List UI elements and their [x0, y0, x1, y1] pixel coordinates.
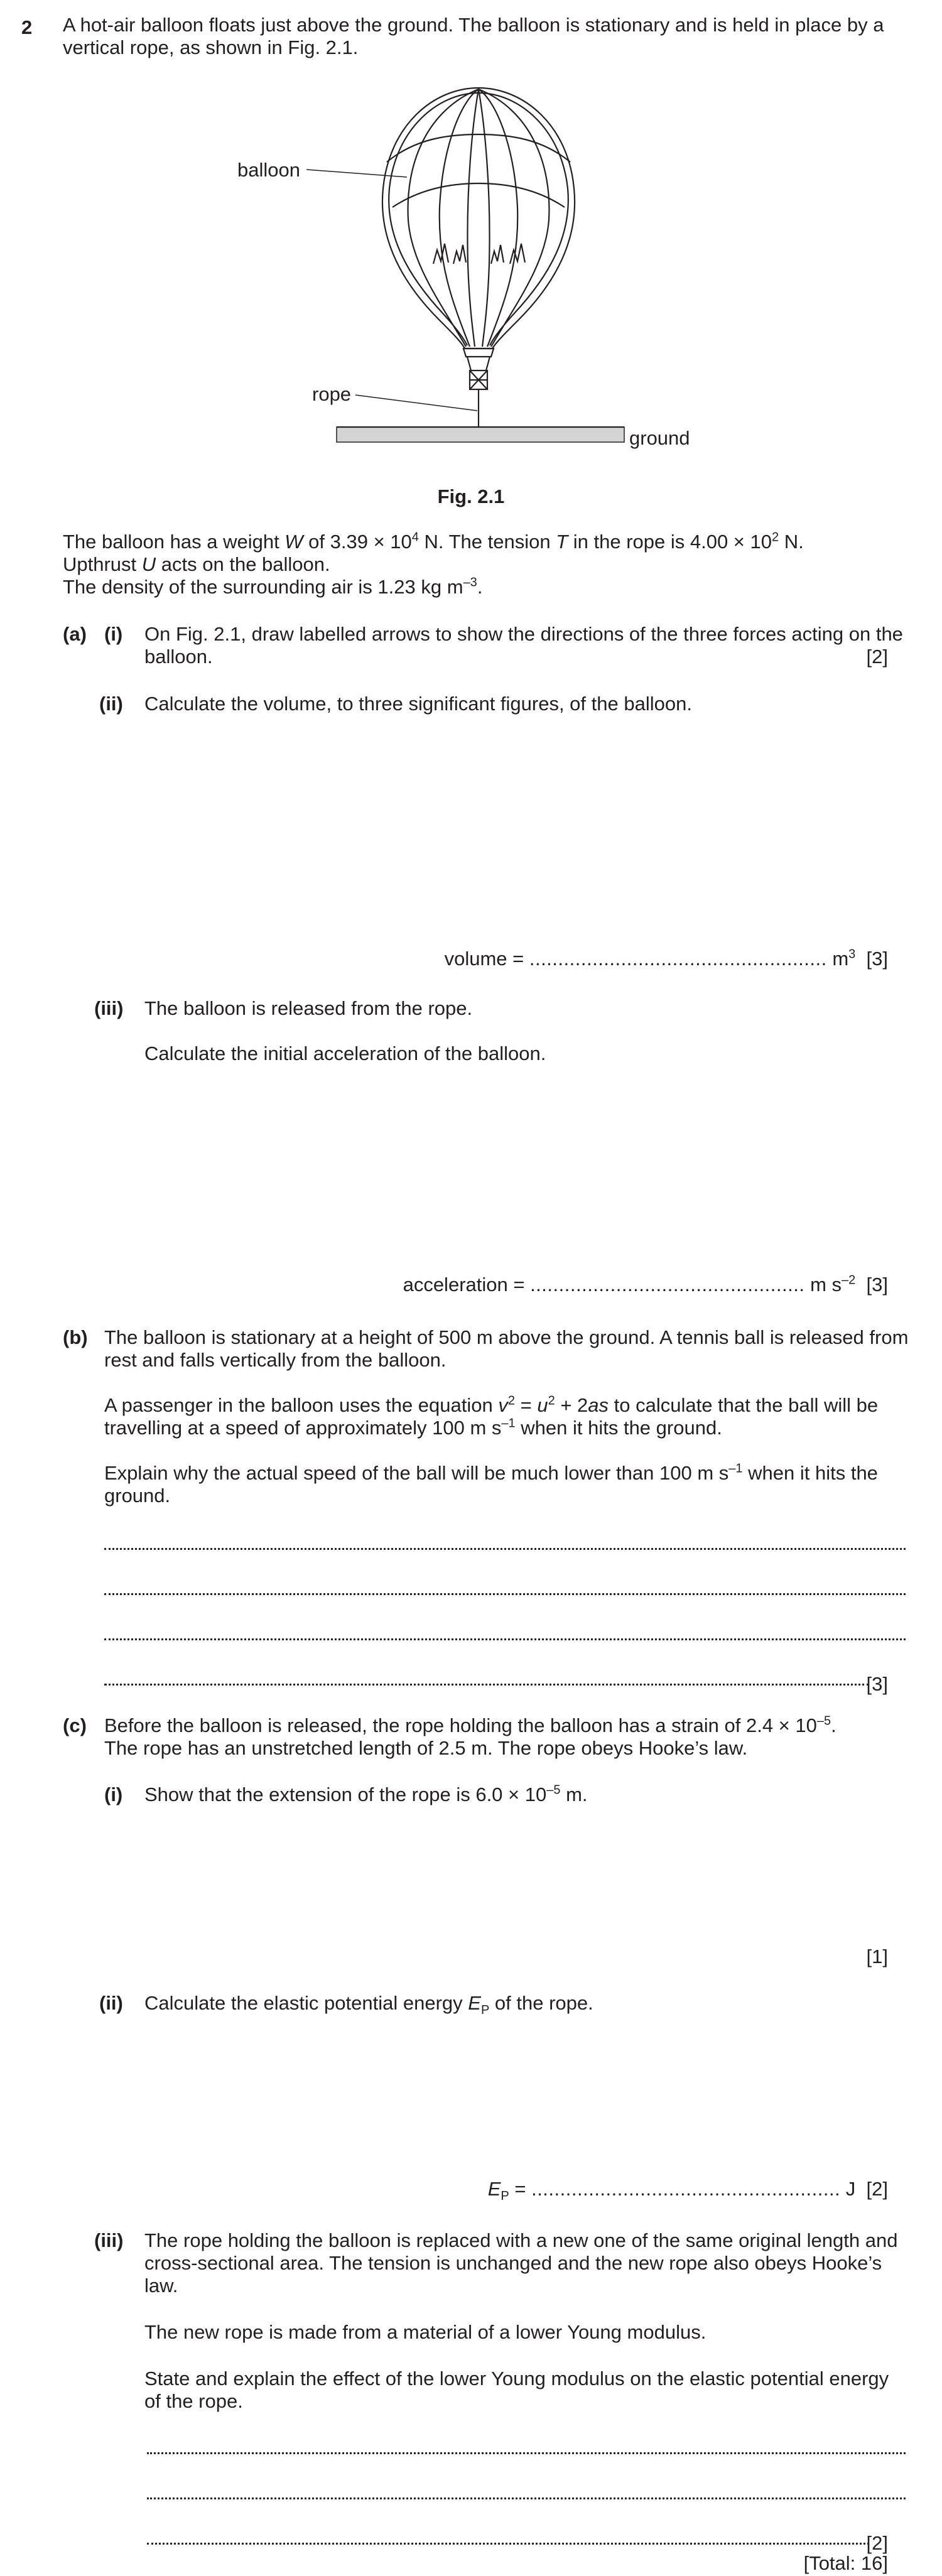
part-a-ii-label: (ii)	[99, 693, 123, 715]
part-c-ii-label: (ii)	[99, 1992, 123, 2014]
figure-caption: Fig. 2.1	[437, 485, 505, 507]
question-number: 2	[21, 16, 33, 38]
balloon-figure	[0, 0, 942, 502]
part-c-iii-p1-line2: cross-sectional area. The tension is unchanged and the new rope also obeys Hooke’s	[144, 2252, 882, 2274]
total-marks: [Total: 16]	[803, 2552, 888, 2574]
part-c-iii-answer-line-1[interactable]	[147, 2452, 906, 2454]
part-c-line2: The rope has an unstretched length of 2.5 m. The rope obeys Hooke’s law.	[104, 1737, 748, 1759]
part-c-iii-p1-line3: law.	[144, 2275, 178, 2297]
part-a-iii-text2: Calculate the initial acceleration of the balloon.	[144, 1042, 546, 1064]
label-rope: rope	[312, 383, 352, 405]
part-b-p1-line1: The balloon is stationary at a height of 500 m above the ground. A tennis ball is released from	[104, 1326, 909, 1348]
acceleration-answer-line[interactable]: acceleration = ................................................ m $s^{-2}$ [3]	[403, 1273, 888, 1296]
part-c-iii-p3-line1: State and explain the effect of the lower Young modulus on the elastic potential energy	[144, 2368, 889, 2389]
part-b-p1-line2: rest and falls vertically from the balloon.	[104, 1349, 447, 1371]
part-b-marks: [3]	[866, 1673, 888, 1695]
part-b-p2-line2: travelling at a speed of approximately 100 m $s^{-1}$ when it hits the ground.	[104, 1416, 722, 1439]
part-c-i-marks: [1]	[866, 1946, 888, 1967]
part-c-iii-answer-line-2[interactable]	[147, 2498, 906, 2499]
part-a-i-marks: [2]	[866, 646, 888, 668]
part-b-p2-line1: A passenger in the balloon uses the equation $v^2 = u^2 + 2as$ to calculate that the ball will be	[104, 1394, 879, 1416]
part-b-answer-line-2[interactable]	[104, 1593, 906, 1595]
elastic-energy-answer-line[interactable]: $E_P$ = ...................................................... J [2]	[487, 2178, 888, 2204]
part-b-p3-line1: Explain why the actual speed of the ball will be much lower than 100 m $s^{-1}$ when it hits the	[104, 1461, 878, 1484]
part-c-iii-p1-line1: The rope holding the balloon is replaced with a new one of the same original length and	[144, 2229, 898, 2251]
part-c-line1: Before the balloon is released, the rope holding the balloon has a strain of $2.4 \times 10^{-5}$.	[104, 1714, 836, 1736]
question-intro-line2: vertical rope, as shown in Fig. 2.1.	[63, 36, 359, 58]
part-a-i-line1: On Fig. 2.1, draw labelled arrows to show the directions of the three forces acting on the	[144, 623, 903, 645]
part-c-iii-marks: [2]	[866, 2532, 888, 2554]
part-b-answer-line-1[interactable]	[104, 1548, 906, 1550]
part-c-i-text: Show that the extension of the rope is $6.0 \times 10^{-5}$ m.	[144, 1783, 588, 1805]
part-c-label: (c)	[63, 1714, 87, 1736]
part-c-iii-answer-line-3[interactable]	[147, 2543, 869, 2545]
part-b-answer-line-3[interactable]	[104, 1638, 906, 1640]
part-c-iii-label: (iii)	[94, 2229, 124, 2251]
part-a-iii-label: (iii)	[94, 997, 124, 1019]
part-c-iii-p3-line2: of the rope.	[144, 2390, 243, 2412]
part-c-ii-text: Calculate the elastic potential energy $E_P$ of the rope.	[144, 1992, 593, 2018]
balloon-envelope	[382, 88, 575, 349]
given-line2: Upthrust U acts on the balloon.	[63, 553, 330, 575]
given-line3: The density of the surrounding air is 1.23 kg $m^{-3}$.	[63, 575, 483, 598]
part-c-i-label: (i)	[104, 1783, 123, 1805]
question-intro-line1: A hot-air balloon floats just above the ground. The balloon is stationary and is held in place by a	[63, 14, 884, 36]
part-a-iii-text1: The balloon is released from the rope.	[144, 997, 473, 1019]
part-a-iii-marks: [3]	[866, 1274, 888, 1296]
part-a-i-line2: balloon.	[144, 646, 213, 668]
given-line1: The balloon has a weight W of $3.39 \times 10^4$ N. The tension T in the rope is $4.00 \times 10^2$ N.	[63, 530, 804, 553]
part-b-p3-line2: ground.	[104, 1485, 171, 1507]
part-c-ii-marks: [2]	[866, 2178, 888, 2200]
part-a-ii-text: Calculate the volume, to three significant figures, of the balloon.	[144, 693, 692, 715]
ground	[337, 427, 624, 442]
label-balloon: balloon	[237, 159, 300, 181]
part-a-label: (a)	[63, 623, 87, 645]
part-a-ii-marks: [3]	[866, 948, 888, 970]
part-a-i-label: (i)	[104, 623, 123, 645]
label-ground: ground	[629, 427, 690, 449]
part-b-answer-line-4[interactable]	[104, 1684, 869, 1686]
volume-answer-line[interactable]: volume = .................................................... $m^3$ [3]	[444, 947, 888, 970]
part-c-iii-p2: The new rope is made from a material of a lower Young modulus.	[144, 2321, 706, 2343]
part-b-label: (b)	[63, 1326, 88, 1348]
